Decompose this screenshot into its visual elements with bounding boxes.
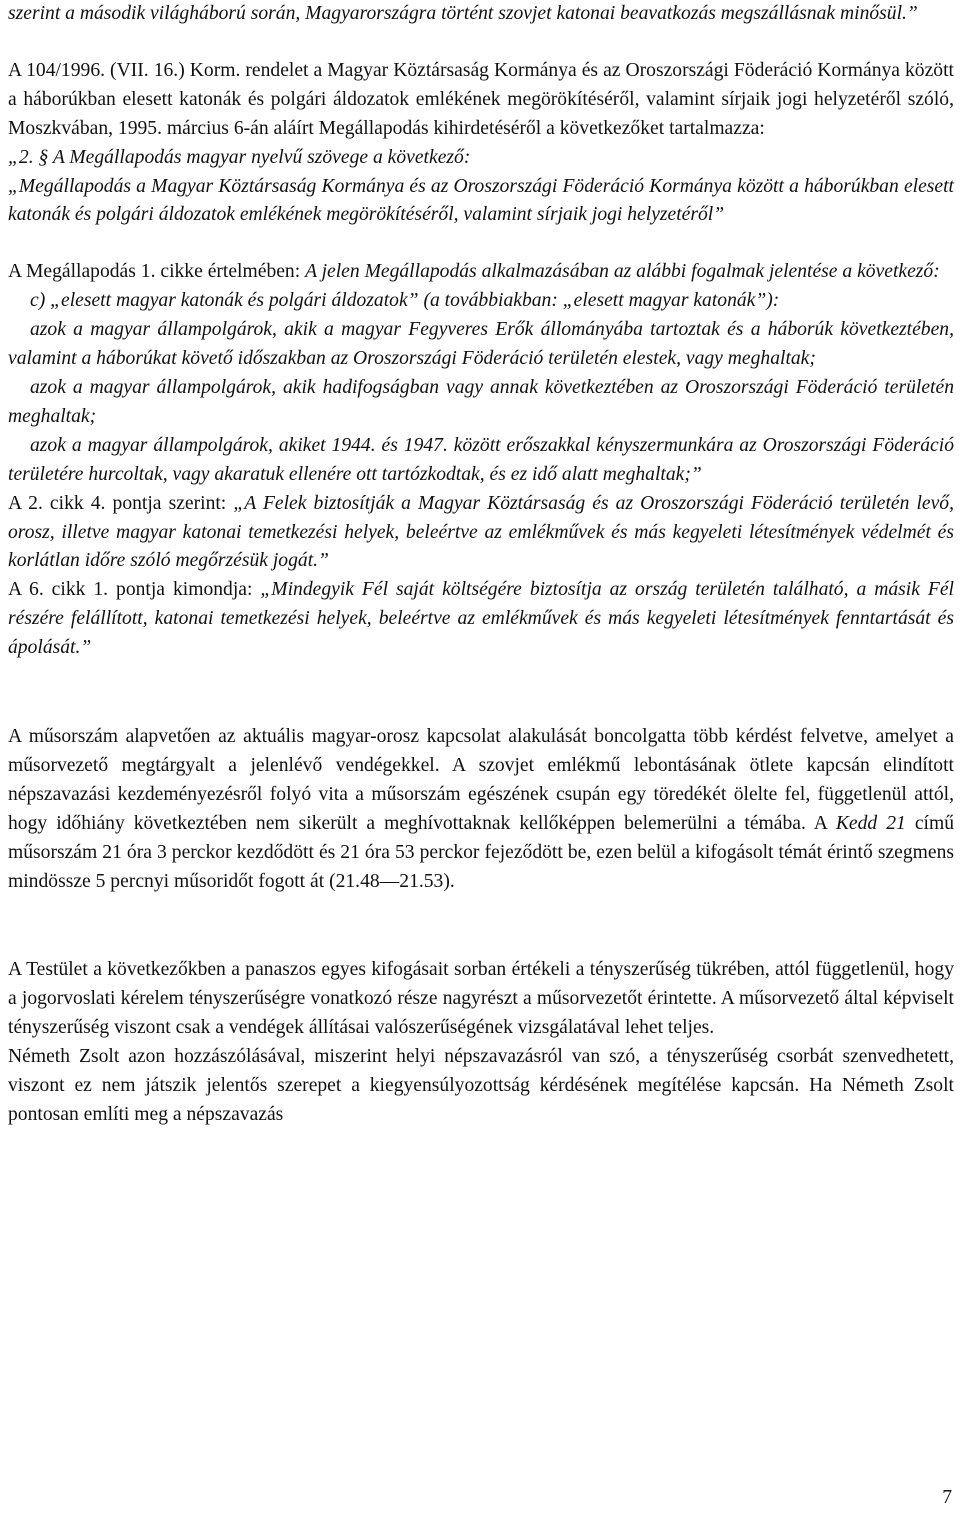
article2-quote: „A Felek biztosítják a Magyar Köztársaság és az Oroszországi Föderáció területén levő, orosz, illetve magyar katonai temetkezési helyek, beleértve az emlékművek és más kegyeleti létesítmények védelmét és korlátlan időre szóló megőrzésük jogát.”	[8, 492, 954, 572]
show-title: Kedd 21	[835, 812, 906, 834]
spacer	[8, 896, 954, 956]
article1-item: azok a magyar állampolgárok, akiket 1944. és 1947. között erőszakkal kényszermunkára az Oroszországi Föderáció területére hurcoltak, vagy akaratuk ellenére ott tartózkodtak, és ez idő alatt meghaltak;”	[8, 434, 954, 485]
article6-quote: „Mindegyik Fél saját költségére biztosítja az ország területén található, a másik Fél részére felállított, katonai temetkezési helyek, beleértve az emlékművek és más kegyeleti létesítmények fenntartását és ápolását.”	[8, 579, 954, 659]
spacer	[8, 230, 954, 258]
article1-lead: A Megállapodás 1. cikke értelmében:	[8, 261, 306, 283]
analysis-paragraph	[8, 723, 954, 896]
board-paragraph: Németh Zsolt azon hozzászólásával, miszerint helyi népszavazásról van szó, a tényszerűség csorbát szenvedhetett, viszont ez nem játszik jelentős szerepet a kiegyensúlyozottság kérdésének megítélése kapcsán. Ha Németh Zsolt pontosan említi meg a népszavazás	[8, 1046, 954, 1125]
analysis-text: című műsorszám 21 óra 3 perckor kezdődött és 21 óra 53 perckor fejeződött be, ezen belül a kifogásolt témát érintő szegmens mindössze 5 percnyi műsoridőt fogott át (21.48—21.53).	[8, 812, 955, 892]
article1-definition: c) „elesett magyar katonák és polgári áldozatok” (a továbbiakban: „elesett magyar katonák”):	[30, 290, 780, 312]
spacer	[8, 663, 954, 723]
article1-item: azok a magyar állampolgárok, akik hadifogságban vagy annak következtében az Oroszországi Föderáció területén meghaltak;	[8, 376, 954, 427]
carry-over-quote: szerint a második világháború során, Magyarországra történt szovjet katonai beavatkozás megszállásnak minősül.”	[8, 3, 918, 24]
board-paragraph: A Testület a következőkben a panaszos egyes kifogásait sorban értékeli a tényszerűség tükrében, attól függetlenül, hogy a jogorvoslati kérelem tényszerűségre vonatkozó része nagyrészt a műsorvezetőt érintette. A műsorvezető által képviselt tényszerűség viszont csak a vendégek állításai valószerűségének vizsgálatával lehet teljes.	[8, 959, 954, 1039]
spacer	[8, 29, 954, 57]
agreement-title: „Megállapodás a Magyar Köztársaság Kormánya és az Oroszországi Föderáció Kormánya között a háborúkban elesett katonák és polgári áldozatok emlékének megörökítéséről, valamint sírjaik jogi helyzetéről”	[8, 175, 954, 226]
analysis-text: A műsorszám alapvetően az aktuális magyar-orosz kapcsolat alakulását boncolgatta több kérdést felvetve, amelyet a műsorvezető megtárgyalt a jelenlévő vendégekkel. A szovjet emlékmű lebontásának ötlete kapcsán elindított népszavazási kezdeményezésről folyó vita a műsorszám egészének csupán egy töredékét ölelte fel, függetlenül attól, hogy időhiány következtében nem sikerült a meghívottaknak kellőképpen belemerülni a témába. A	[8, 726, 954, 834]
document-page	[8, 0, 954, 1130]
article2-lead: A 2. cikk 4. pontja szerint:	[8, 492, 234, 514]
section-quote: „2. § A Megállapodás magyar nyelvű szövege a következő:	[8, 146, 471, 168]
decree-paragraph: A 104/1996. (VII. 16.) Korm. rendelet a Magyar Köztársaság Kormánya és az Oroszországi Föderáció Kormánya között a háborúkban elesett katonák és polgári áldozatok emlékének megörökítéséről, valamint sírjaik jogi helyzetéről szóló, Moszkvában, 1995. március 6-án aláírt Megállapodás kihirdetéséről a következőket tartalmazza:	[8, 59, 954, 139]
article6-lead: A 6. cikk 1. pontja kimondja:	[8, 579, 261, 601]
page-number: 7	[942, 1487, 952, 1508]
article1-paragraph	[8, 258, 954, 287]
article1-item: azok a magyar állampolgárok, akik a magyar Fegyveres Erők állományába tartoztak és a háborúk következtében, valamint a háborúkat követő időszakban az Oroszországi Föderáció területén elestek, vagy meghaltak;	[8, 319, 954, 370]
article2-paragraph	[8, 490, 954, 577]
article6-paragraph	[8, 576, 954, 663]
article1-quote: A jelen Megállapodás alkalmazásában az alábbi fogalmak jelentése a következő:	[305, 261, 940, 283]
